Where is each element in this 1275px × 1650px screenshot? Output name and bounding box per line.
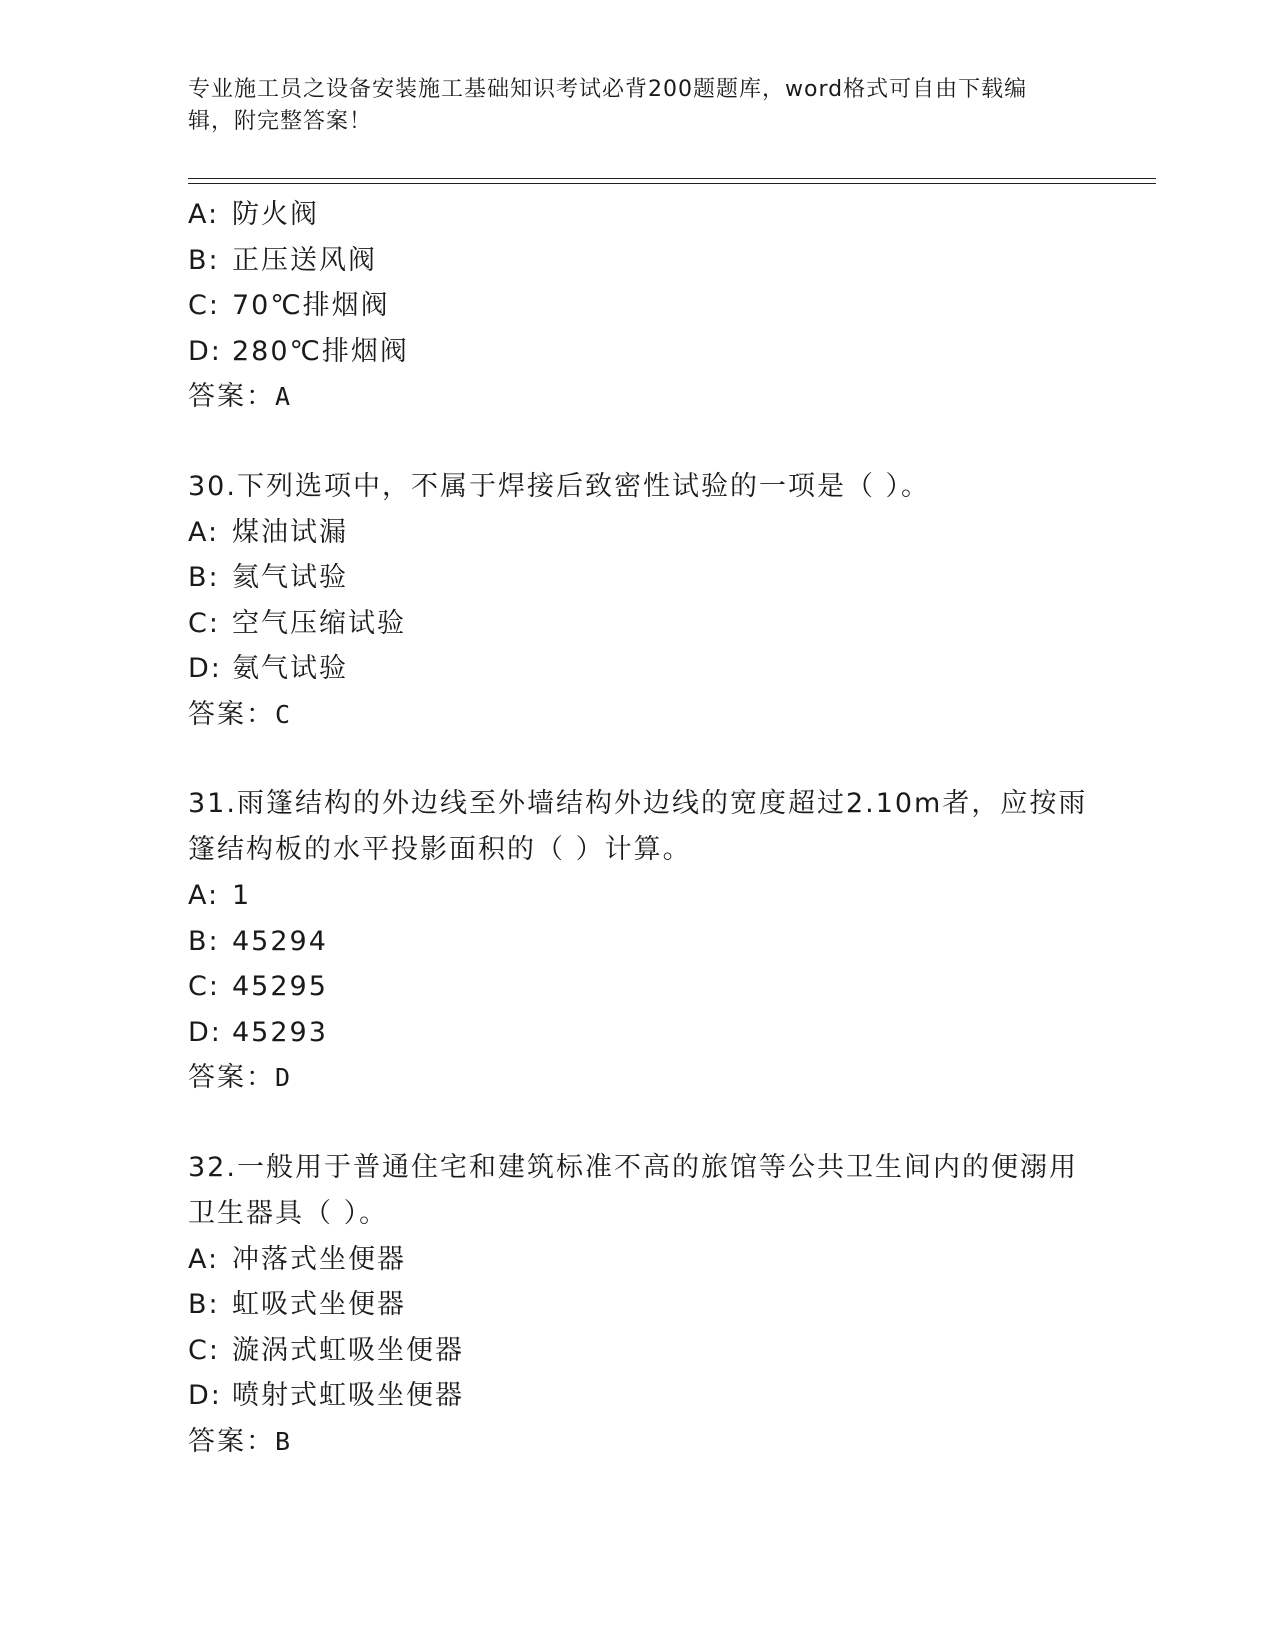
option-a: A: 冲落式坐便器 — [188, 1243, 406, 1275]
question-30 — [188, 464, 1088, 738]
option-a: A: 防火阀 — [188, 199, 319, 230]
option-d: D: 45293 — [188, 1016, 328, 1048]
answer-line: 答案：D — [188, 1062, 293, 1093]
option-c: C: 空气压缩试验 — [188, 607, 406, 639]
question-stem: 32.一般用于普通住宅和建筑标准不高的旅馆等公共卫生间内的便溺用卫生器具（ ）。 — [188, 1151, 1078, 1229]
option-c: C: 漩涡式虹吸坐便器 — [188, 1334, 464, 1366]
option-a: A: 煤油试漏 — [188, 516, 348, 548]
header-divider-bottom — [188, 183, 1156, 184]
question-list — [188, 192, 1088, 1464]
question-29-continued — [188, 192, 1088, 420]
answer-line: 答案：B — [188, 1425, 293, 1457]
question-stem: 30.下列选项中，不属于焊接后致密性试验的一项是（ ）。 — [188, 470, 931, 502]
option-b: B: 正压送风阀 — [188, 244, 377, 276]
option-c: C: 70℃排烟阀 — [188, 290, 390, 321]
answer-line: 答案：C — [188, 698, 293, 730]
option-c: C: 45295 — [188, 971, 328, 1002]
option-d: D: 氨气试验 — [188, 653, 348, 684]
question-32 — [188, 1145, 1088, 1465]
option-a: A: 1 — [188, 880, 252, 911]
option-b: B: 氦气试验 — [188, 562, 348, 593]
question-31 — [188, 781, 1088, 1101]
option-d: D: 喷射式虹吸坐便器 — [188, 1380, 464, 1411]
option-b: B: 45294 — [188, 925, 328, 957]
option-b: B: 虹吸式坐便器 — [188, 1289, 406, 1320]
option-d: D: 280℃排烟阀 — [188, 335, 409, 367]
document-title: 专业施工员之设备安装施工基础知识考试必背200题题库，word格式可自由下载编辑，附完整答案！ — [188, 77, 1028, 134]
document-header — [188, 74, 1068, 138]
answer-line: 答案：A — [188, 381, 293, 412]
question-stem: 31.雨篷结构的外边线至外墙结构外边线的宽度超过2.10m者，应按雨篷结构板的水平投影面积的（ ）计算。 — [188, 788, 1088, 865]
header-divider-top — [188, 178, 1156, 179]
